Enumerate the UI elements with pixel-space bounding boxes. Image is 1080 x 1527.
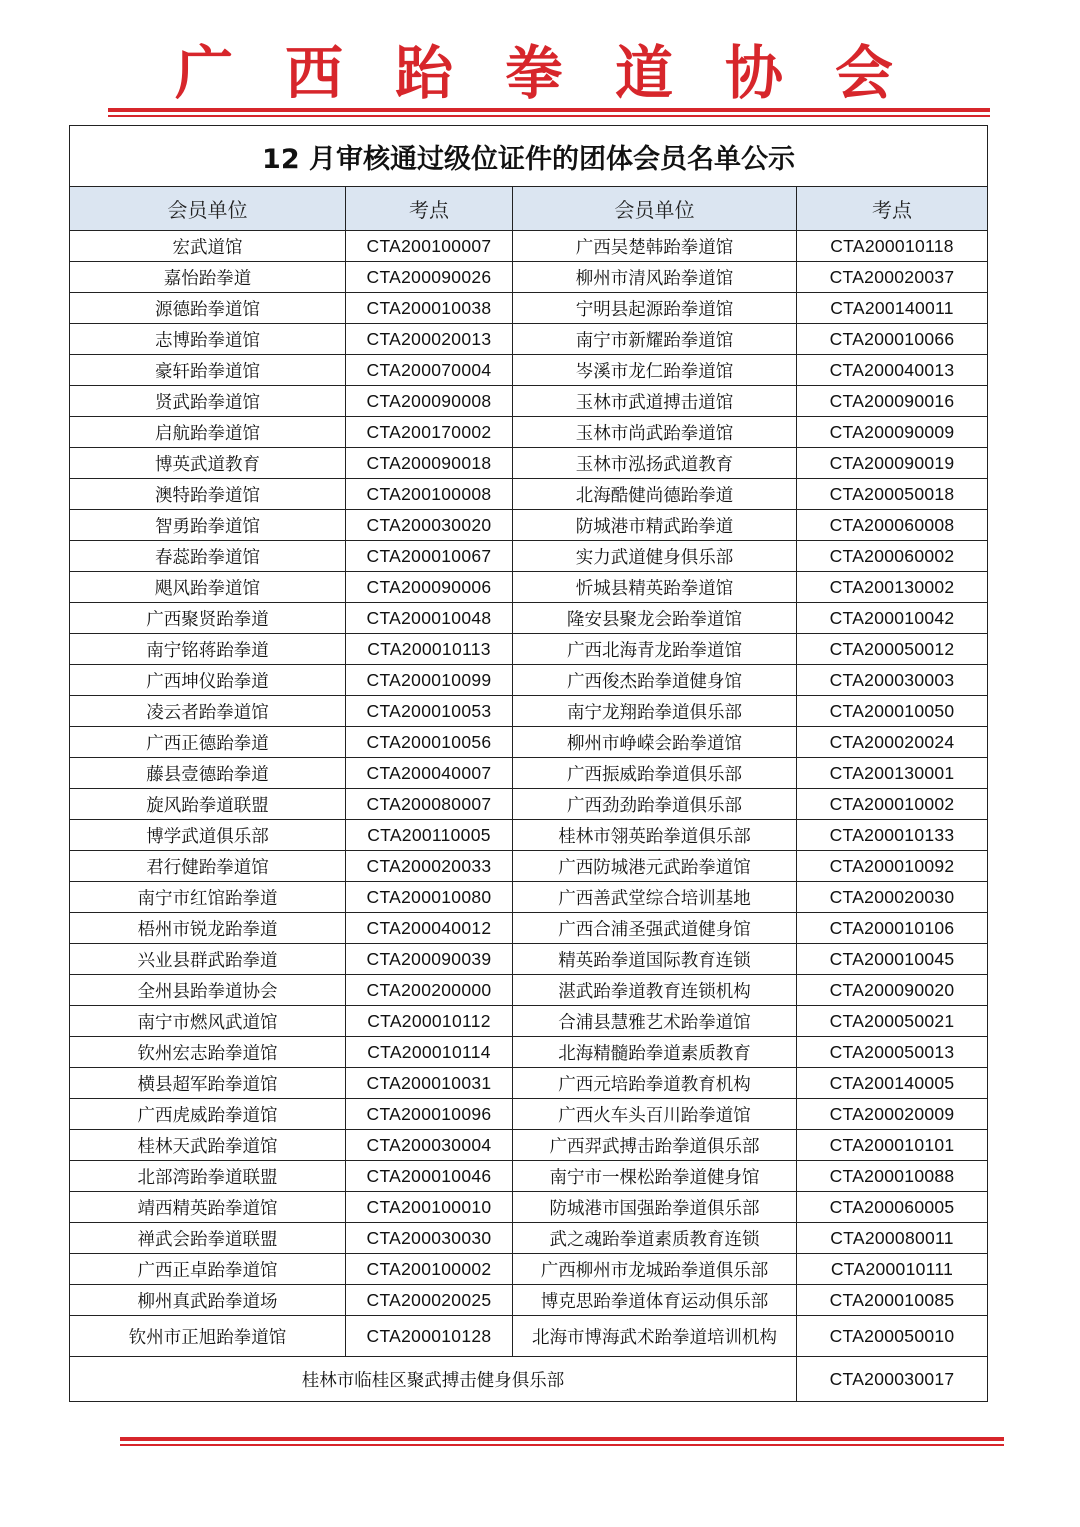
column-header-site: 考点	[797, 187, 988, 231]
member-unit-cell: 志博跆拳道馆	[70, 324, 346, 355]
exam-site-cell: CTA200100002	[346, 1254, 513, 1285]
exam-site-cell: CTA200060005	[797, 1192, 988, 1223]
member-unit-cell: 广西火车头百川跆拳道馆	[513, 1099, 797, 1130]
member-unit-cell: 藤县壹德跆拳道	[70, 758, 346, 789]
footer-rule-thin	[120, 1444, 1004, 1446]
table-row	[70, 386, 988, 417]
member-unit-cell: 广西劲劲跆拳道俱乐部	[513, 789, 797, 820]
table-row	[70, 727, 988, 758]
table-row	[70, 603, 988, 634]
member-unit-cell: 桂林天武跆拳道馆	[70, 1130, 346, 1161]
member-unit-cell: 桂林市翎英跆拳道俱乐部	[513, 820, 797, 851]
exam-site-cell: CTA200030030	[346, 1223, 513, 1254]
exam-site-cell: CTA200090008	[346, 386, 513, 417]
member-unit-cell: 启航跆拳道馆	[70, 417, 346, 448]
column-header-unit: 会员单位	[70, 187, 346, 231]
table-row	[70, 851, 988, 882]
exam-site-cell: CTA200010111	[797, 1254, 988, 1285]
table-row	[70, 665, 988, 696]
member-unit-cell: 广西正卓跆拳道馆	[70, 1254, 346, 1285]
member-unit-cell: 北海市博海武术跆拳道培训机构	[513, 1316, 797, 1357]
exam-site-cell: CTA200200000	[346, 975, 513, 1006]
member-unit-cell: 柳州市清风跆拳道馆	[513, 262, 797, 293]
exam-site-cell: CTA200040012	[346, 913, 513, 944]
member-unit-cell: 玉林市尚武跆拳道馆	[513, 417, 797, 448]
member-unit-cell: 广西吴楚韩跆拳道馆	[513, 231, 797, 262]
footer-rule	[120, 1437, 1004, 1441]
table-row	[70, 231, 988, 262]
member-unit-cell: 北海酷健尚德跆拳道	[513, 479, 797, 510]
exam-site-cell: CTA200100008	[346, 479, 513, 510]
table-row	[70, 820, 988, 851]
member-unit-cell: 广西虎威跆拳道馆	[70, 1099, 346, 1130]
member-roster-table	[69, 125, 988, 1402]
exam-site-cell: CTA200110005	[346, 820, 513, 851]
exam-site-cell: CTA200050018	[797, 479, 988, 510]
table-row	[70, 572, 988, 603]
member-unit-cell: 南宁铭蒋跆拳道	[70, 634, 346, 665]
member-unit-cell: 梧州市锐龙跆拳道	[70, 913, 346, 944]
member-unit-cell: 玉林市武道搏击道馆	[513, 386, 797, 417]
exam-site-cell: CTA200170002	[346, 417, 513, 448]
exam-site-cell: CTA200030004	[346, 1130, 513, 1161]
member-unit-cell: 靖西精英跆拳道馆	[70, 1192, 346, 1223]
table-row	[70, 448, 988, 479]
exam-site-cell: CTA200020025	[346, 1285, 513, 1316]
exam-site-cell: CTA200010088	[797, 1161, 988, 1192]
table-row	[70, 479, 988, 510]
table-row	[70, 1099, 988, 1130]
exam-site-cell: CTA200010085	[797, 1285, 988, 1316]
table-row	[70, 696, 988, 727]
exam-site-cell: CTA200010133	[797, 820, 988, 851]
exam-site-cell: CTA200040013	[797, 355, 988, 386]
exam-site-cell: CTA200090026	[346, 262, 513, 293]
exam-site-cell: CTA200050012	[797, 634, 988, 665]
exam-site-cell: CTA200010042	[797, 603, 988, 634]
member-unit-cell: 广西防城港元武跆拳道馆	[513, 851, 797, 882]
member-unit-cell: 玉林市泓扬武道教育	[513, 448, 797, 479]
member-unit-cell: 博克思跆拳道体育运动俱乐部	[513, 1285, 797, 1316]
exam-site-cell: CTA200010046	[346, 1161, 513, 1192]
member-unit-cell: 旋风跆拳道联盟	[70, 789, 346, 820]
member-unit-cell: 飓风跆拳道馆	[70, 572, 346, 603]
exam-site-cell: CTA200010080	[346, 882, 513, 913]
exam-site-cell: CTA200020024	[797, 727, 988, 758]
table-row	[70, 1006, 988, 1037]
table-row	[70, 355, 988, 386]
header-rule	[108, 108, 990, 112]
member-unit-cell: 广西北海青龙跆拳道馆	[513, 634, 797, 665]
exam-site-cell: CTA200050010	[797, 1316, 988, 1357]
table-row	[70, 1316, 988, 1357]
member-unit-cell: 合浦县慧雅艺术跆拳道馆	[513, 1006, 797, 1037]
exam-site-cell: CTA200010053	[346, 696, 513, 727]
member-unit-cell: 广西聚贤跆拳道	[70, 603, 346, 634]
exam-site-cell: CTA200010031	[346, 1068, 513, 1099]
member-unit-cell: 防城港市国强跆拳道俱乐部	[513, 1192, 797, 1223]
exam-site-cell: CTA200030003	[797, 665, 988, 696]
exam-site-cell: CTA200060008	[797, 510, 988, 541]
member-unit-cell: 武之魂跆拳道素质教育连锁	[513, 1223, 797, 1254]
member-unit-cell: 禅武会跆拳道联盟	[70, 1223, 346, 1254]
exam-site-cell: CTA200030020	[346, 510, 513, 541]
member-unit-cell: 广西元培跆拳道教育机构	[513, 1068, 797, 1099]
exam-site-cell: CTA200020009	[797, 1099, 988, 1130]
member-unit-cell: 北部湾跆拳道联盟	[70, 1161, 346, 1192]
exam-site-cell: CTA200010114	[346, 1037, 513, 1068]
exam-site-cell: CTA200020033	[346, 851, 513, 882]
exam-site-cell: CTA200080011	[797, 1223, 988, 1254]
exam-site-cell: CTA200090018	[346, 448, 513, 479]
exam-site-cell: CTA200090016	[797, 386, 988, 417]
member-unit-cell: 广西坤仪跆拳道	[70, 665, 346, 696]
exam-site-cell: CTA200010050	[797, 696, 988, 727]
exam-site-cell: CTA200050021	[797, 1006, 988, 1037]
table-row	[70, 789, 988, 820]
association-title: 广西跆拳道协会	[174, 39, 945, 107]
member-unit-cell: 南宁市红馆跆拳道	[70, 882, 346, 913]
member-unit-cell: 博英武道教育	[70, 448, 346, 479]
exam-site-cell: CTA200090009	[797, 417, 988, 448]
member-unit-cell: 防城港市精武跆拳道	[513, 510, 797, 541]
exam-site-cell: CTA200010092	[797, 851, 988, 882]
table-row	[70, 913, 988, 944]
exam-site-cell: CTA200090039	[346, 944, 513, 975]
table-row	[70, 293, 988, 324]
member-unit-cell: 南宁市新耀跆拳道馆	[513, 324, 797, 355]
member-unit-cell: 博学武道俱乐部	[70, 820, 346, 851]
exam-site-cell: CTA200130002	[797, 572, 988, 603]
exam-site-cell: CTA200010002	[797, 789, 988, 820]
member-unit-cell: 钦州宏志跆拳道馆	[70, 1037, 346, 1068]
member-unit-cell: 柳州真武跆拳道场	[70, 1285, 346, 1316]
member-unit-cell: 广西羿武搏击跆拳道俱乐部	[513, 1130, 797, 1161]
exam-site-cell: CTA200010099	[346, 665, 513, 696]
table-row	[70, 758, 988, 789]
member-unit-cell: 兴业县群武跆拳道	[70, 944, 346, 975]
member-unit-cell: 广西合浦圣强武道健身馆	[513, 913, 797, 944]
member-unit-cell: 南宁龙翔跆拳道俱乐部	[513, 696, 797, 727]
table-row	[70, 1037, 988, 1068]
exam-site-cell: CTA200010038	[346, 293, 513, 324]
exam-site-cell: CTA200010048	[346, 603, 513, 634]
exam-site-cell: CTA200010096	[346, 1099, 513, 1130]
exam-site-cell: CTA200010101	[797, 1130, 988, 1161]
member-unit-cell: 广西正德跆拳道	[70, 727, 346, 758]
member-unit-cell: 实力武道健身俱乐部	[513, 541, 797, 572]
member-unit-cell: 广西善武堂综合培训基地	[513, 882, 797, 913]
table-row	[70, 324, 988, 355]
table-row	[70, 1068, 988, 1099]
table-row	[70, 541, 988, 572]
exam-site-cell: CTA200090006	[346, 572, 513, 603]
exam-site-cell: CTA200130001	[797, 758, 988, 789]
exam-site-cell: CTA200010066	[797, 324, 988, 355]
exam-site-cell: CTA200030017	[797, 1357, 988, 1402]
exam-site-cell: CTA200010112	[346, 1006, 513, 1037]
member-unit-cell: 源德跆拳道馆	[70, 293, 346, 324]
table-row-final	[70, 1357, 988, 1402]
exam-site-cell: CTA200020030	[797, 882, 988, 913]
exam-site-cell: CTA200020037	[797, 262, 988, 293]
member-unit-cell: 宏武道馆	[70, 231, 346, 262]
exam-site-cell: CTA200070004	[346, 355, 513, 386]
member-unit-cell: 贤武跆拳道馆	[70, 386, 346, 417]
member-unit-cell: 南宁市燃风武道馆	[70, 1006, 346, 1037]
exam-site-cell: CTA200050013	[797, 1037, 988, 1068]
exam-site-cell: CTA200010113	[346, 634, 513, 665]
member-unit-cell: 全州县跆拳道协会	[70, 975, 346, 1006]
table-row	[70, 944, 988, 975]
table-row	[70, 1254, 988, 1285]
exam-site-cell: CTA200010118	[797, 231, 988, 262]
table-row	[70, 1130, 988, 1161]
column-header-site: 考点	[346, 187, 513, 231]
column-header-unit: 会员单位	[513, 187, 797, 231]
exam-site-cell: CTA200140011	[797, 293, 988, 324]
member-unit-cell: 岑溪市龙仁跆拳道馆	[513, 355, 797, 386]
member-unit-cell: 北海精髓跆拳道素质教育	[513, 1037, 797, 1068]
member-unit-cell: 宁明县起源跆拳道馆	[513, 293, 797, 324]
exam-site-cell: CTA200100007	[346, 231, 513, 262]
member-unit-cell: 隆安县聚龙会跆拳道馆	[513, 603, 797, 634]
table-row	[70, 417, 988, 448]
member-unit-cell: 君行健跆拳道馆	[70, 851, 346, 882]
member-unit-cell: 广西振威跆拳道俱乐部	[513, 758, 797, 789]
exam-site-cell: CTA200090019	[797, 448, 988, 479]
exam-site-cell: CTA200010128	[346, 1316, 513, 1357]
table-row	[70, 1285, 988, 1316]
exam-site-cell: CTA200090020	[797, 975, 988, 1006]
exam-site-cell: CTA200010067	[346, 541, 513, 572]
exam-site-cell: CTA200100010	[346, 1192, 513, 1223]
member-unit-cell: 广西俊杰跆拳道健身馆	[513, 665, 797, 696]
table-row	[70, 882, 988, 913]
member-unit-cell: 桂林市临桂区聚武搏击健身俱乐部	[70, 1357, 797, 1402]
member-unit-cell: 嘉怡跆拳道	[70, 262, 346, 293]
member-unit-cell: 广西柳州市龙城跆拳道俱乐部	[513, 1254, 797, 1285]
table-row	[70, 1161, 988, 1192]
member-unit-cell: 湛武跆拳道教育连锁机构	[513, 975, 797, 1006]
member-unit-cell: 柳州市峥嵘会跆拳道馆	[513, 727, 797, 758]
exam-site-cell: CTA200010045	[797, 944, 988, 975]
exam-site-cell: CTA200010056	[346, 727, 513, 758]
header-rule-thin	[108, 115, 990, 117]
member-unit-cell: 横县超军跆拳道馆	[70, 1068, 346, 1099]
exam-site-cell: CTA200010106	[797, 913, 988, 944]
exam-site-cell: CTA200020013	[346, 324, 513, 355]
table-row	[70, 510, 988, 541]
table-row	[70, 975, 988, 1006]
table-row	[70, 1192, 988, 1223]
member-unit-cell: 春蕊跆拳道馆	[70, 541, 346, 572]
member-unit-cell: 精英跆拳道国际教育连锁	[513, 944, 797, 975]
member-unit-cell: 忻城县精英跆拳道馆	[513, 572, 797, 603]
table-caption: 12 月审核通过级位证件的团体会员名单公示	[70, 126, 988, 187]
exam-site-cell: CTA200060002	[797, 541, 988, 572]
member-unit-cell: 豪轩跆拳道馆	[70, 355, 346, 386]
member-unit-cell: 智勇跆拳道馆	[70, 510, 346, 541]
table-row	[70, 1223, 988, 1254]
member-unit-cell: 凌云者跆拳道馆	[70, 696, 346, 727]
member-unit-cell: 南宁市一棵松跆拳道健身馆	[513, 1161, 797, 1192]
member-unit-cell: 澳特跆拳道馆	[70, 479, 346, 510]
table-row	[70, 634, 988, 665]
exam-site-cell: CTA200140005	[797, 1068, 988, 1099]
exam-site-cell: CTA200040007	[346, 758, 513, 789]
member-unit-cell: 钦州市正旭跆拳道馆	[70, 1316, 346, 1357]
table-row	[70, 262, 988, 293]
exam-site-cell: CTA200080007	[346, 789, 513, 820]
